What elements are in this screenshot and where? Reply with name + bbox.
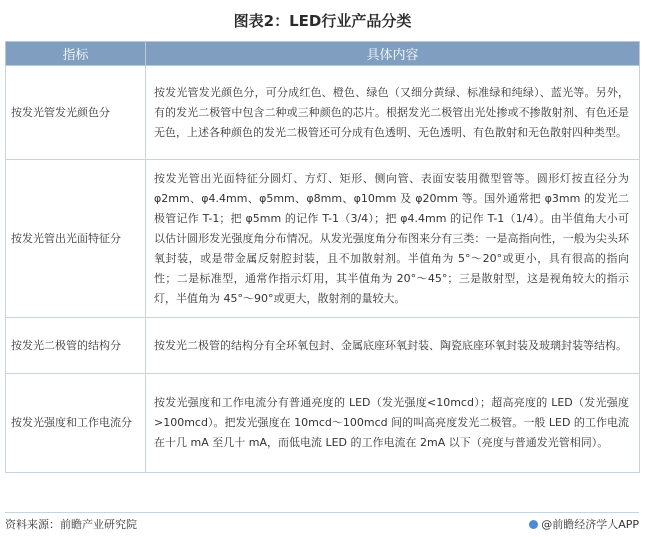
row-label: 按发光强度和工作电流分 [6, 374, 146, 473]
row-content: 按发光强度和工作电流分有普通亮度的 LED（发光强度<10mcd）；超高亮度的 LED（发光强度>100mcd）。把发光强度在 10mcd～100mcd 间的叫高亮度发光二极管。一般 LED 的工作电流在十几 mA 至几十 mA，而低电流 LED 的工作电流在 2mA 以下（亮度与普通发光管相同）。 [146, 374, 640, 473]
footer [5, 512, 639, 531]
table-row [6, 374, 640, 473]
source-note: 资料来源：前瞻产业研究院 [5, 518, 137, 531]
row-label: 按发光管出光面特征分 [6, 160, 146, 318]
table-row [6, 318, 640, 374]
column-header-indicator: 指标 [6, 42, 146, 66]
row-content: 按发光二极管的结构分有全环氧包封、金属底座环氧封装、陶瓷底座环氧封装及玻璃封装等结构。 [146, 318, 640, 374]
brand-credit [529, 516, 639, 532]
row-label: 按发光管发光颜色分 [6, 66, 146, 160]
brand-label: @前瞻经济学人APP [541, 518, 639, 531]
row-label: 按发光二极管的结构分 [6, 318, 146, 374]
column-header-content: 具体内容 [146, 42, 640, 66]
row-content: 按发光管发光颜色分，可分成红色、橙色、绿色（又细分黄绿、标准绿和纯绿）、蓝光等。另外，有的发光二极管中包含二种或三种颜色的芯片。根据发光二极管出光处掺或不掺散射剂、有色还是无色，上述各种颜色的发光二极管还可分成有色透明、无色透明、有色散射和无色散射四种类型。 [146, 66, 640, 160]
brand-logo-icon [529, 520, 538, 529]
page-title: 图表2：LED行业产品分类 [233, 12, 412, 30]
table-header-row [6, 42, 640, 66]
row-content: 按发光管出光面特征分圆灯、方灯、矩形、侧向管、表面安装用微型管等。圆形灯按直径分为 φ2mm、φ4.4mm、φ5mm、φ8mm、φ10mm 及 φ20mm 等。国外通常把 φ3mm 的发光二极管记作 T-1；把 φ5mm 的记作 T-1（3/4）；把 φ4.4mm 的记作 T-1（1/4）。由半值角大小可以估计圆形发光强度角分布情况。从发光强度角分布图来分有三类：一是高指向性，一般为尖头环氧封装，或是带金属反射腔封装，且不加散射剂。半值角为 5°～20°或更小，具有很高的指向性；二是标准型，通常作指示灯用，其半值角为 20°～45°；三是散射型，这是视角较大的指示灯，半值角为 45°～90°或更大，散射剂的量较大。 [146, 160, 640, 318]
classification-table [5, 41, 640, 473]
table-row [6, 66, 640, 160]
table-row [6, 160, 640, 318]
